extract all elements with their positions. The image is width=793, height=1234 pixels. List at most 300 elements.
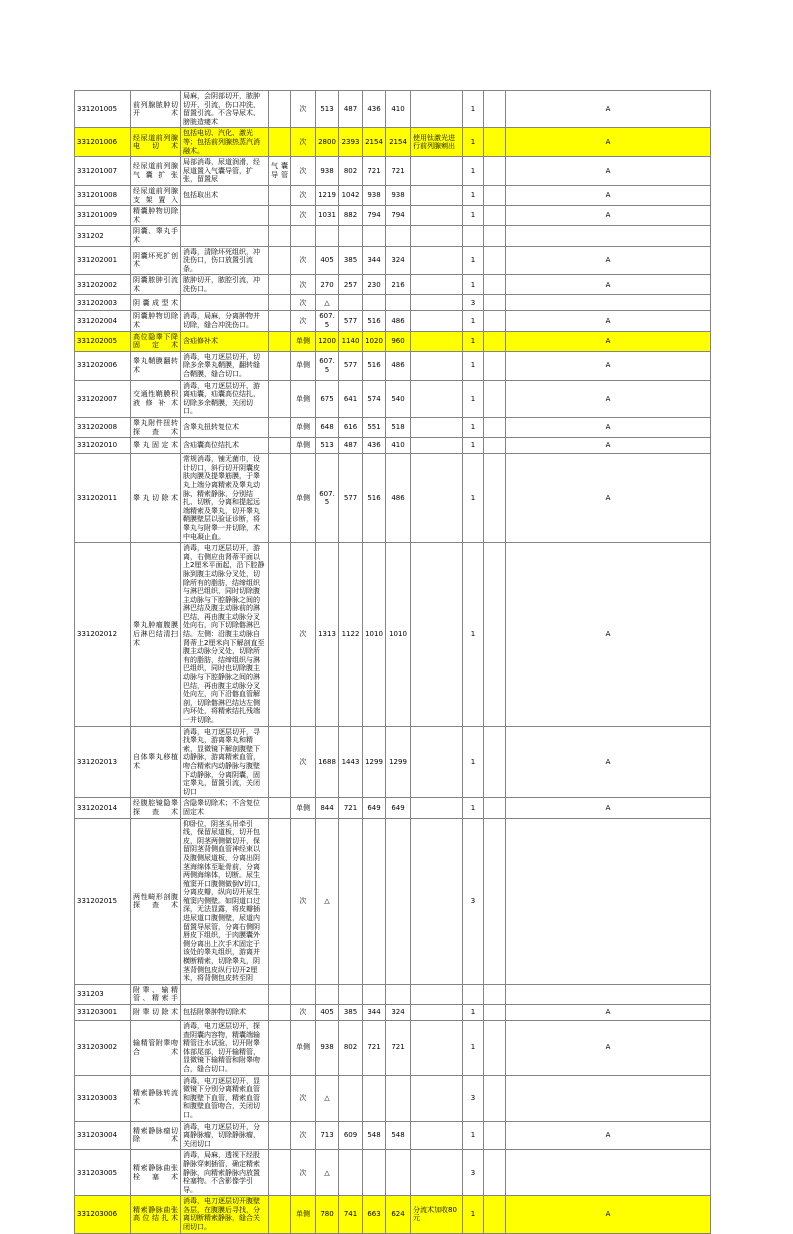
cell-price-tier-3: 938 — [363, 185, 386, 205]
cell-description — [181, 226, 269, 246]
cell-blank — [484, 380, 506, 417]
cell-price-tier-2: 487 — [339, 91, 363, 128]
cell-price-tier-3: 516 — [363, 454, 386, 543]
cell-price-tier-2 — [339, 1075, 363, 1121]
cell-price-tier-1 — [316, 226, 339, 246]
cell-price-tier-2: 616 — [339, 418, 363, 438]
cell-unit — [291, 226, 316, 246]
cell-level: 3 — [463, 818, 484, 984]
cell-level: 1 — [463, 543, 484, 726]
table-row — [75, 438, 711, 454]
cell-grade — [506, 1150, 711, 1196]
cell-price-tier-3: 436 — [363, 91, 386, 128]
cell-unit: 次 — [291, 295, 316, 311]
cell-description — [181, 984, 269, 1004]
table-row — [75, 157, 711, 186]
cell-level: 3 — [463, 295, 484, 311]
cell-unit: 次 — [291, 91, 316, 128]
cell-level: 1 — [463, 726, 484, 798]
cell-blank — [484, 798, 506, 818]
cell-price-tier-2 — [339, 984, 363, 1004]
cell-price-tier-2: 577 — [339, 311, 363, 331]
cell-material — [269, 311, 291, 331]
cell-level: 1 — [463, 246, 484, 275]
cell-price-tier-3: 574 — [363, 380, 386, 417]
cell-level — [463, 984, 484, 1004]
cell-price-tier-3: 1010 — [363, 543, 386, 726]
cell-level: 1 — [463, 1005, 484, 1021]
cell-material — [269, 984, 291, 1004]
cell-description: 含隐睾切除术；不含复位固定术 — [181, 798, 269, 818]
cell-note — [411, 351, 463, 380]
cell-price-tier-3: 721 — [363, 1021, 386, 1076]
cell-grade: A — [506, 798, 711, 818]
cell-level: 1 — [463, 438, 484, 454]
cell-unit: 次 — [291, 1121, 316, 1150]
cell-unit: 次 — [291, 157, 316, 186]
cell-price-tier-2: 487 — [339, 438, 363, 454]
cell-description: 消毒，电刀逐层切开腹壁各层，在腹膜后寻找，分离切断精索静脉，缝合关闭切口。 — [181, 1196, 269, 1233]
cell-grade: A — [506, 351, 711, 380]
cell-price-tier-2 — [339, 818, 363, 984]
cell-level: 1 — [463, 1121, 484, 1150]
table-row — [75, 91, 711, 128]
cell-note — [411, 206, 463, 226]
cell-blank — [484, 128, 506, 157]
cell-price-tier-1: 1219 — [316, 185, 339, 205]
cell-price-tier-3: 548 — [363, 1121, 386, 1150]
cell-price-tier-3 — [363, 1075, 386, 1121]
cell-price-tier-4: 1010 — [386, 543, 411, 726]
cell-note — [411, 185, 463, 205]
cell-item-code: 331202013 — [75, 726, 131, 798]
cell-price-tier-1: 675 — [316, 380, 339, 417]
cell-description: 消毒，局麻，分离肿物并切除，缝合冲洗伤口。 — [181, 311, 269, 331]
cell-price-tier-3: 1020 — [363, 331, 386, 351]
cell-price-tier-1: 607.5 — [316, 454, 339, 543]
cell-note — [411, 275, 463, 295]
cell-item-name: 睾丸鞘膜翻转术 — [131, 351, 181, 380]
cell-unit: 次 — [291, 311, 316, 331]
cell-grade: A — [506, 1196, 711, 1233]
table-row — [75, 543, 711, 726]
cell-price-tier-3 — [363, 818, 386, 984]
cell-grade: A — [506, 246, 711, 275]
cell-description: 含疝修补术 — [181, 331, 269, 351]
cell-item-code: 331203001 — [75, 1005, 131, 1021]
cell-description: 消毒，电刀逐层切开，切除多余睾丸鞘膜，翻转缝合鞘膜，缝合切口。 — [181, 351, 269, 380]
cell-price-tier-1: △ — [316, 818, 339, 984]
cell-price-tier-3: 721 — [363, 157, 386, 186]
cell-item-name: 阴囊坏死扩创术 — [131, 246, 181, 275]
cell-price-tier-1: △ — [316, 1150, 339, 1196]
cell-item-code: 331202008 — [75, 418, 131, 438]
cell-unit: 次 — [291, 206, 316, 226]
cell-material — [269, 818, 291, 984]
cell-blank — [484, 91, 506, 128]
table-row — [75, 1121, 711, 1150]
cell-price-tier-2: 721 — [339, 798, 363, 818]
cell-price-tier-1: 1688 — [316, 726, 339, 798]
cell-blank — [484, 185, 506, 205]
cell-item-name: 高位隐睾下降固定术 — [131, 331, 181, 351]
table-row — [75, 798, 711, 818]
cell-blank — [484, 454, 506, 543]
cell-material — [269, 295, 291, 311]
cell-blank — [484, 206, 506, 226]
cell-unit: 单侧 — [291, 454, 316, 543]
table-row — [75, 331, 711, 351]
cell-note — [411, 454, 463, 543]
cell-item-code: 331202010 — [75, 438, 131, 454]
cell-material — [269, 418, 291, 438]
cell-material — [269, 1075, 291, 1121]
cell-blank — [484, 295, 506, 311]
cell-blank — [484, 1150, 506, 1196]
cell-price-tier-2 — [339, 295, 363, 311]
cell-material — [269, 1021, 291, 1076]
cell-price-tier-2 — [339, 226, 363, 246]
cell-note — [411, 726, 463, 798]
cell-description: 消毒，电刀逐层切开，探查阴囊内容物，精囊端输精管注水试验，切开附睾体部尾部，切开输精管，显微镜下输精管和附睾吻合，缝合切口。 — [181, 1021, 269, 1076]
cell-material — [269, 380, 291, 417]
cell-note — [411, 157, 463, 186]
cell-unit: 次 — [291, 128, 316, 157]
cell-price-tier-4 — [386, 818, 411, 984]
cell-blank — [484, 1005, 506, 1021]
cell-price-tier-3: 794 — [363, 206, 386, 226]
cell-price-tier-1: △ — [316, 295, 339, 311]
cell-item-name: 经腹腔镜隐睾探查术 — [131, 798, 181, 818]
cell-item-name: 两性畸形剖腹探查术 — [131, 818, 181, 984]
cell-blank — [484, 438, 506, 454]
cell-level: 1 — [463, 1196, 484, 1233]
cell-note — [411, 1005, 463, 1021]
cell-grade — [506, 818, 711, 984]
cell-price-tier-4: 721 — [386, 157, 411, 186]
cell-price-tier-3 — [363, 226, 386, 246]
cell-note — [411, 295, 463, 311]
cell-level: 1 — [463, 1021, 484, 1076]
cell-unit: 次 — [291, 1075, 316, 1121]
cell-description: 含疝囊高位结扎术 — [181, 438, 269, 454]
cell-price-tier-4 — [386, 1075, 411, 1121]
cell-grade: A — [506, 543, 711, 726]
cell-price-tier-1: 607.5 — [316, 311, 339, 331]
cell-price-tier-3 — [363, 295, 386, 311]
cell-description: 包括附睾肿物切除术 — [181, 1005, 269, 1021]
cell-price-tier-3: 344 — [363, 1005, 386, 1021]
cell-price-tier-4: 960 — [386, 331, 411, 351]
cell-price-tier-3: 436 — [363, 438, 386, 454]
cell-note — [411, 91, 463, 128]
cell-price-tier-4: 324 — [386, 1005, 411, 1021]
cell-grade: A — [506, 380, 711, 417]
cell-description: 包括取出术 — [181, 185, 269, 205]
cell-note — [411, 543, 463, 726]
cell-level: 1 — [463, 351, 484, 380]
table-row — [75, 1150, 711, 1196]
cell-item-name: 精索静脉转流术 — [131, 1075, 181, 1121]
cell-item-code: 331202014 — [75, 798, 131, 818]
cell-price-tier-4: 540 — [386, 380, 411, 417]
cell-unit: 次 — [291, 543, 316, 726]
cell-level: 3 — [463, 1150, 484, 1196]
cell-grade: A — [506, 206, 711, 226]
table-row — [75, 1021, 711, 1076]
cell-description: 常规消毒，铺无菌巾，设计切口，斜行切开阴囊皮肤肉膜及提睾筋膜，于睾丸上端分离精索及睾丸动脉、精索静脉，分别结扎、切断，分离和提起远端精索及睾丸，切开睾丸鞘膜壁层以验证诊断，将睾丸与附睾一并切除，术中电凝止血。 — [181, 454, 269, 543]
cell-level: 1 — [463, 311, 484, 331]
cell-blank — [484, 1075, 506, 1121]
cell-item-code: 331202006 — [75, 351, 131, 380]
cell-price-tier-2: 2393 — [339, 128, 363, 157]
table-row — [75, 454, 711, 543]
cell-item-name: 经尿道前列腺气囊扩张 — [131, 157, 181, 186]
cell-level: 1 — [463, 185, 484, 205]
cell-price-tier-1: 2800 — [316, 128, 339, 157]
cell-description: 消毒，电刀逐层切开，游离，右侧应由肾蒂平面以上2厘米平面起，沿下腔静脉到腹主动脉分叉处，切除所有的脂肪，结缔组织与淋巴组织，同时切除腹主动脉与下腔静脉之间的淋巴结及腹主动脉前的淋巴结，再由腹主动脉分叉处向右，向下切除髂淋巴结。左侧：沿腹主动脉自肾蒂上2厘米向下解剖直至腹主动脉分叉处，切除所有的脂肪，结缔组织与淋巴组织，同时也切除腹主动脉与下腔静脉之间的淋巴结，再由腹主动脉分叉处向左，向下沿髂血管解剖，切除髂淋巴结达左侧内环处，将精索结扎残端一并切除。 — [181, 543, 269, 726]
cell-item-code: 331203005 — [75, 1150, 131, 1196]
cell-price-tier-2: 257 — [339, 275, 363, 295]
table-row — [75, 246, 711, 275]
table-row — [75, 818, 711, 984]
cell-item-code: 331202011 — [75, 454, 131, 543]
cell-blank — [484, 418, 506, 438]
cell-grade — [506, 984, 711, 1004]
cell-level: 1 — [463, 418, 484, 438]
cell-level: 1 — [463, 380, 484, 417]
cell-price-tier-4: 794 — [386, 206, 411, 226]
cell-unit: 次 — [291, 1150, 316, 1196]
cell-price-tier-4: 410 — [386, 438, 411, 454]
cell-item-code: 331203 — [75, 984, 131, 1004]
cell-price-tier-4: 2154 — [386, 128, 411, 157]
cell-unit: 次 — [291, 818, 316, 984]
table-row — [75, 226, 711, 246]
cell-unit: 单侧 — [291, 1196, 316, 1233]
cell-price-tier-1: 405 — [316, 1005, 339, 1021]
cell-price-tier-3: 2154 — [363, 128, 386, 157]
cell-note — [411, 1021, 463, 1076]
cell-unit: 单侧 — [291, 331, 316, 351]
cell-item-code: 331202003 — [75, 295, 131, 311]
cell-note — [411, 418, 463, 438]
cell-price-tier-4 — [386, 984, 411, 1004]
cell-description: 包括电切、汽化、激光等；包括前列腺热蒸汽消融术。 — [181, 128, 269, 157]
cell-level: 1 — [463, 331, 484, 351]
cell-description: 消毒，电刀逐层切开，寻找睾丸，游离睾丸和精索，显微镜下解剖腹壁下动静脉，游离精索血管，吻合精索内动静脉与腹壁下动静脉，分离阴囊，固定睾丸，留置引流，关闭切口 — [181, 726, 269, 798]
cell-note — [411, 798, 463, 818]
cell-price-tier-2 — [339, 1150, 363, 1196]
cell-material — [269, 226, 291, 246]
cell-blank — [484, 984, 506, 1004]
cell-note — [411, 331, 463, 351]
cell-price-tier-1: 270 — [316, 275, 339, 295]
cell-grade: A — [506, 91, 711, 128]
cell-note — [411, 380, 463, 417]
cell-level: 1 — [463, 454, 484, 543]
cell-price-tier-3: 230 — [363, 275, 386, 295]
cell-price-tier-1: 938 — [316, 157, 339, 186]
cell-price-tier-1: 938 — [316, 1021, 339, 1076]
cell-item-name: 阴囊脓肿引流术 — [131, 275, 181, 295]
cell-price-tier-1 — [316, 984, 339, 1004]
cell-level — [463, 226, 484, 246]
cell-material: 气囊导管 — [269, 157, 291, 186]
cell-item-name: 阴囊、睾丸手术 — [131, 226, 181, 246]
table-row — [75, 726, 711, 798]
cell-note — [411, 1150, 463, 1196]
cell-unit: 次 — [291, 275, 316, 295]
cell-level: 1 — [463, 798, 484, 818]
table-row — [75, 380, 711, 417]
cell-item-name: 精索静脉曲张栓塞术 — [131, 1150, 181, 1196]
cell-grade — [506, 1075, 711, 1121]
cell-item-code: 331201005 — [75, 91, 131, 128]
cell-item-code: 331202 — [75, 226, 131, 246]
cell-level: 1 — [463, 157, 484, 186]
table-row — [75, 1075, 711, 1121]
cell-note — [411, 438, 463, 454]
cell-note — [411, 1075, 463, 1121]
cell-price-tier-4: 1299 — [386, 726, 411, 798]
cell-price-tier-4: 216 — [386, 275, 411, 295]
cell-note — [411, 984, 463, 1004]
cell-grade: A — [506, 275, 711, 295]
table-row — [75, 295, 711, 311]
cell-item-code: 331202012 — [75, 543, 131, 726]
cell-price-tier-2: 577 — [339, 351, 363, 380]
cell-grade: A — [506, 157, 711, 186]
cell-item-code: 331202005 — [75, 331, 131, 351]
cell-item-name: 交通性鞘膜积液修补术 — [131, 380, 181, 417]
price-table — [74, 90, 711, 1234]
cell-price-tier-1: 780 — [316, 1196, 339, 1233]
cell-item-name: 附睾切除术 — [131, 1005, 181, 1021]
cell-item-code: 331202004 — [75, 311, 131, 331]
cell-price-tier-4 — [386, 295, 411, 311]
cell-price-tier-2: 385 — [339, 1005, 363, 1021]
cell-item-name: 睾丸附件扭转探查术 — [131, 418, 181, 438]
cell-level: 1 — [463, 91, 484, 128]
cell-material — [269, 128, 291, 157]
cell-item-code: 331202007 — [75, 380, 131, 417]
cell-description: 仰卧位，阴茎头吊牵引线，保留尿道板，切开包皮，阴茎两侧做切开，保留阴茎背侧血管神经束以及腹侧尿道板，分离出阴茎海绵体至耻骨前，分离两侧海绵体，切断。尿生殖窦开口腹侧做倒V切口，分离皮瓣，纵向切开尿生殖窦内侧壁。如阴道口过深，无法显露，将皮瓣插进尿道口腹侧壁，尿道内留置导尿管，分离右侧阴唇皮下组织，于肉膜囊外侧分离出上次手术固定于该处的睾丸组织，游离并横断精索，切除睾丸，阴茎背侧包皮纵行切开2厘米，将背侧包皮转至阴 — [181, 818, 269, 984]
cell-blank — [484, 331, 506, 351]
cell-price-tier-2: 609 — [339, 1121, 363, 1150]
table-row — [75, 275, 711, 295]
cell-grade: A — [506, 311, 711, 331]
cell-blank — [484, 1196, 506, 1233]
cell-note — [411, 311, 463, 331]
cell-unit: 单侧 — [291, 380, 316, 417]
cell-item-code: 331202002 — [75, 275, 131, 295]
cell-material — [269, 246, 291, 275]
cell-price-tier-3: 516 — [363, 351, 386, 380]
table-row — [75, 1196, 711, 1233]
cell-blank — [484, 157, 506, 186]
cell-grade: A — [506, 1005, 711, 1021]
cell-note: 分流术加收80元 — [411, 1196, 463, 1233]
cell-grade: A — [506, 418, 711, 438]
cell-note — [411, 226, 463, 246]
cell-grade: A — [506, 128, 711, 157]
cell-description: 消毒，电刀逐层切开，游离疝囊，疝囊高位结扎，切除多余鞘膜，关闭切口。 — [181, 380, 269, 417]
cell-description: 含睾丸扭转复位术 — [181, 418, 269, 438]
cell-price-tier-3: 1299 — [363, 726, 386, 798]
cell-material — [269, 1005, 291, 1021]
cell-price-tier-1: 405 — [316, 246, 339, 275]
cell-price-tier-2: 641 — [339, 380, 363, 417]
cell-grade: A — [506, 1021, 711, 1076]
cell-blank — [484, 275, 506, 295]
cell-price-tier-4: 721 — [386, 1021, 411, 1076]
cell-price-tier-2: 741 — [339, 1196, 363, 1233]
cell-item-code: 331203006 — [75, 1196, 131, 1233]
cell-item-name: 精索静脉曲张高位结扎术 — [131, 1196, 181, 1233]
cell-price-tier-1: 1031 — [316, 206, 339, 226]
cell-description: 脓肿切开，脓腔引流，冲洗伤口。 — [181, 275, 269, 295]
table-row — [75, 311, 711, 331]
cell-item-code: 331202001 — [75, 246, 131, 275]
cell-item-name: 前列腺脓肿切开术 — [131, 91, 181, 128]
cell-level: 1 — [463, 275, 484, 295]
cell-price-tier-4: 486 — [386, 454, 411, 543]
cell-note — [411, 246, 463, 275]
cell-item-name: 经尿道前列腺电切术 — [131, 128, 181, 157]
cell-level: 1 — [463, 128, 484, 157]
cell-price-tier-3: 516 — [363, 311, 386, 331]
cell-price-tier-4: 548 — [386, 1121, 411, 1150]
cell-price-tier-2: 577 — [339, 454, 363, 543]
table-row — [75, 206, 711, 226]
cell-material — [269, 454, 291, 543]
cell-description: 局麻，会阴部切开，脓肿切开，引流，伤口冲洗，留置引流。不含导尿术、膀胱造瘘术 — [181, 91, 269, 128]
cell-item-name: 附睾、输精管、精索手 — [131, 984, 181, 1004]
cell-price-tier-4: 486 — [386, 311, 411, 331]
cell-item-name: 睾丸切除术 — [131, 454, 181, 543]
cell-grade: A — [506, 454, 711, 543]
cell-unit — [291, 984, 316, 1004]
cell-blank — [484, 351, 506, 380]
table-row — [75, 185, 711, 205]
cell-price-tier-3 — [363, 1150, 386, 1196]
cell-price-tier-3: 344 — [363, 246, 386, 275]
cell-material — [269, 351, 291, 380]
cell-price-tier-4: 624 — [386, 1196, 411, 1233]
cell-price-tier-2: 802 — [339, 157, 363, 186]
cell-item-name: 精索静脉瘤切除术 — [131, 1121, 181, 1150]
cell-price-tier-2: 385 — [339, 246, 363, 275]
cell-level: 1 — [463, 206, 484, 226]
cell-description: 消毒，电刀逐层切开，显微镜下分别分离精索血管和腹壁下血管，精索血管和腹壁血管吻合，关闭切口。 — [181, 1075, 269, 1121]
cell-blank — [484, 1021, 506, 1076]
cell-grade: A — [506, 331, 711, 351]
cell-grade: A — [506, 438, 711, 454]
cell-unit: 单侧 — [291, 438, 316, 454]
cell-description: 消毒，电刀逐层切开，分离静脉瘤，切除静脉瘤，关闭切口 — [181, 1121, 269, 1150]
cell-item-name: 经尿道前列腺支架置入 — [131, 185, 181, 205]
cell-grade: A — [506, 1121, 711, 1150]
cell-price-tier-2: 802 — [339, 1021, 363, 1076]
cell-price-tier-4: 324 — [386, 246, 411, 275]
cell-price-tier-3: 551 — [363, 418, 386, 438]
cell-price-tier-2: 882 — [339, 206, 363, 226]
table-row — [75, 984, 711, 1004]
cell-item-name: 输精管附睾吻合术 — [131, 1021, 181, 1076]
table-row — [75, 128, 711, 157]
cell-description — [181, 206, 269, 226]
